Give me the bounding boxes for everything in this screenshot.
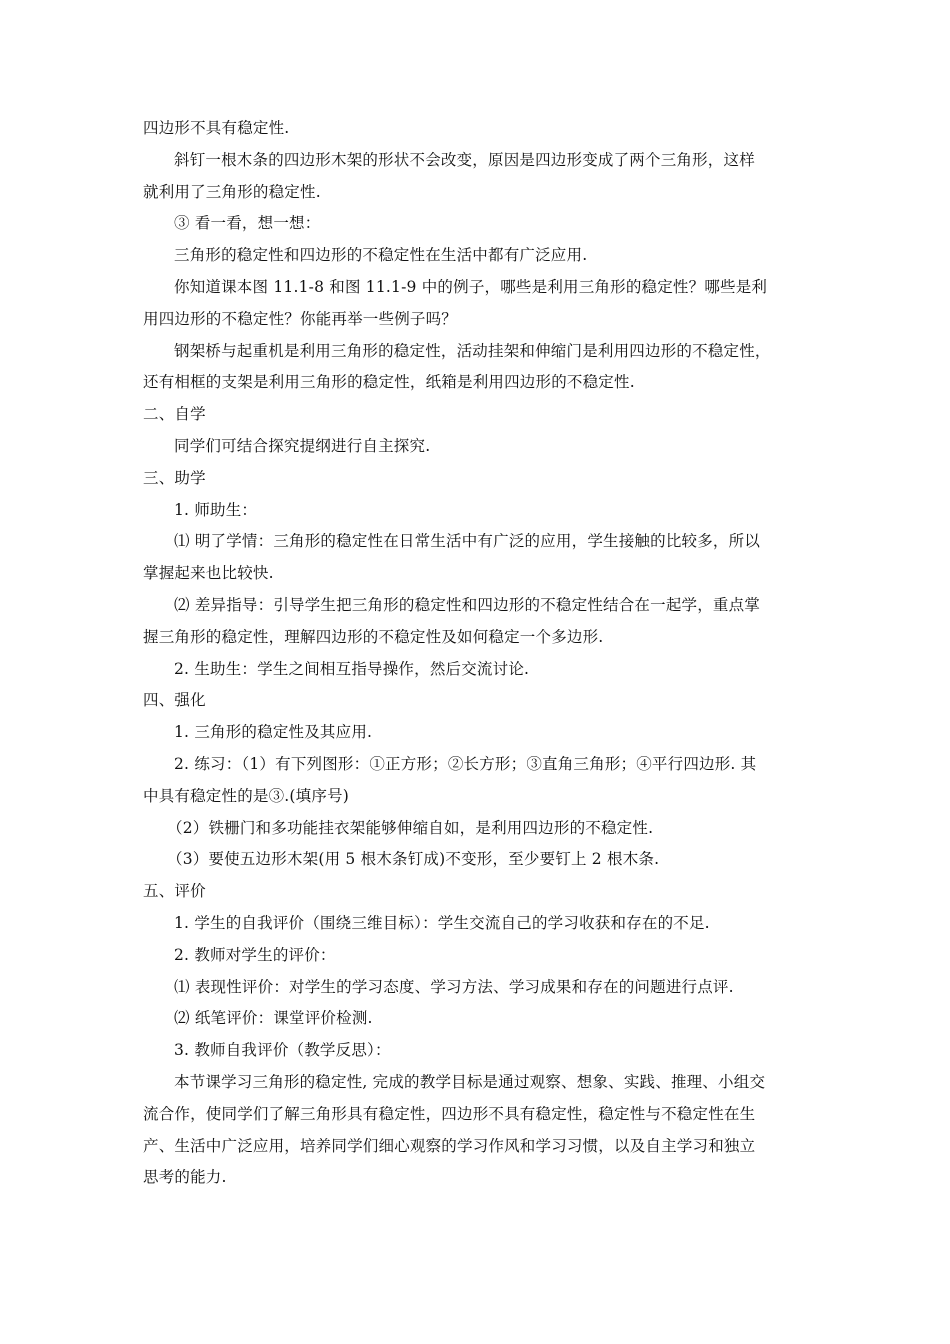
paragraph-line: 同学们可结合探究提纲进行自主探究. [174, 436, 431, 455]
section-heading: 四、强化 [143, 691, 206, 710]
paragraph-line: ⑴ 明了学情：三角形的稳定性在日常生活中有广泛的应用，学生接触的比较多，所以 [174, 532, 761, 551]
text-line: 就利用了三角形的稳定性. [143, 182, 321, 201]
list-item: 2. 教师对学生的评价： [174, 945, 336, 964]
text-line: 用四边形的不稳定性？你能再举一些例子吗？ [143, 309, 458, 328]
paragraph-line: ⑵ 差异指导：引导学生把三角形的稳定性和四边形的不稳定性结合在一起学，重点掌 [174, 595, 761, 614]
list-item: （2）铁栅门和多功能挂衣架能够伸缩自如，是利用四边形的不稳定性. [167, 818, 654, 837]
list-item: ⑵ 纸笔评价：课堂评价检测. [174, 1009, 373, 1028]
list-item: 3. 教师自我评价（教学反思）： [174, 1041, 391, 1060]
text-line: 产、生活中广泛应用，培养同学们细心观察的学习作风和学习习惯，以及自主学习和独立 [143, 1136, 756, 1155]
list-item: ⑴ 表现性评价：对学生的学习态度、学习方法、学习成果和存在的问题进行点评. [174, 977, 734, 996]
text-line: 握三角形的稳定性，理解四边形的不稳定性及如何稳定一个多边形. [143, 627, 604, 646]
paragraph-line: 你知道课本图 11.1-8 和图 11.1-9 中的例子，哪些是利用三角形的稳定性？哪些是利 [174, 277, 768, 296]
list-item: 2. 生助生：学生之间相互指导操作，然后交流讨论. [174, 659, 530, 678]
list-item: （3）要使五边形木架(用 5 根木条钉成)不变形，至少要钉上 2 根木条. [167, 850, 660, 869]
list-item: 1. 师助生： [174, 500, 258, 519]
paragraph-line: 斜钉一根木条的四边形木架的形状不会改变，原因是四边形变成了两个三角形，这样 [174, 150, 755, 169]
text-line: 思考的能力. [143, 1168, 227, 1187]
section-heading: 五、评价 [143, 882, 206, 901]
subheading-line: ③ 看一看，想一想： [174, 214, 321, 233]
text-line: 流合作，使同学们了解三角形具有稳定性，四边形不具有稳定性，稳定性与不稳定性在生 [143, 1104, 756, 1123]
section-heading: 二、自学 [143, 405, 206, 424]
text-line: 掌握起来也比较快. [143, 564, 274, 583]
list-item: 2. 练习：（1）有下列图形：①正方形；②长方形；③直角三角形；④平行四边形. 其 [174, 754, 757, 773]
text-line: 还有相框的支架是利用三角形的稳定性，纸箱是利用四边形的不稳定性. [143, 373, 635, 392]
list-item: 1. 学生的自我评价（围绕三维目标）：学生交流自己的学习收获和存在的不足. [174, 913, 710, 932]
section-heading: 三、助学 [143, 468, 206, 487]
text-line: 中具有稳定性的是③.(填序号) [143, 786, 350, 805]
paragraph-line: 三角形的稳定性和四边形的不稳定性在生活中都有广泛应用. [174, 246, 588, 265]
text-line: 四边形不具有稳定性. [143, 119, 290, 137]
paragraph-line: 本节课学习三角形的稳定性, 完成的教学目标是通过观察、想象、实践、推理、小组交 [174, 1072, 766, 1091]
paragraph-line: 钢架桥与起重机是利用三角形的稳定性，活动挂架和伸缩门是利用四边形的不稳定性， [174, 341, 771, 360]
list-item: 1. 三角形的稳定性及其应用. [174, 723, 373, 742]
document-page [143, 113, 805, 1194]
